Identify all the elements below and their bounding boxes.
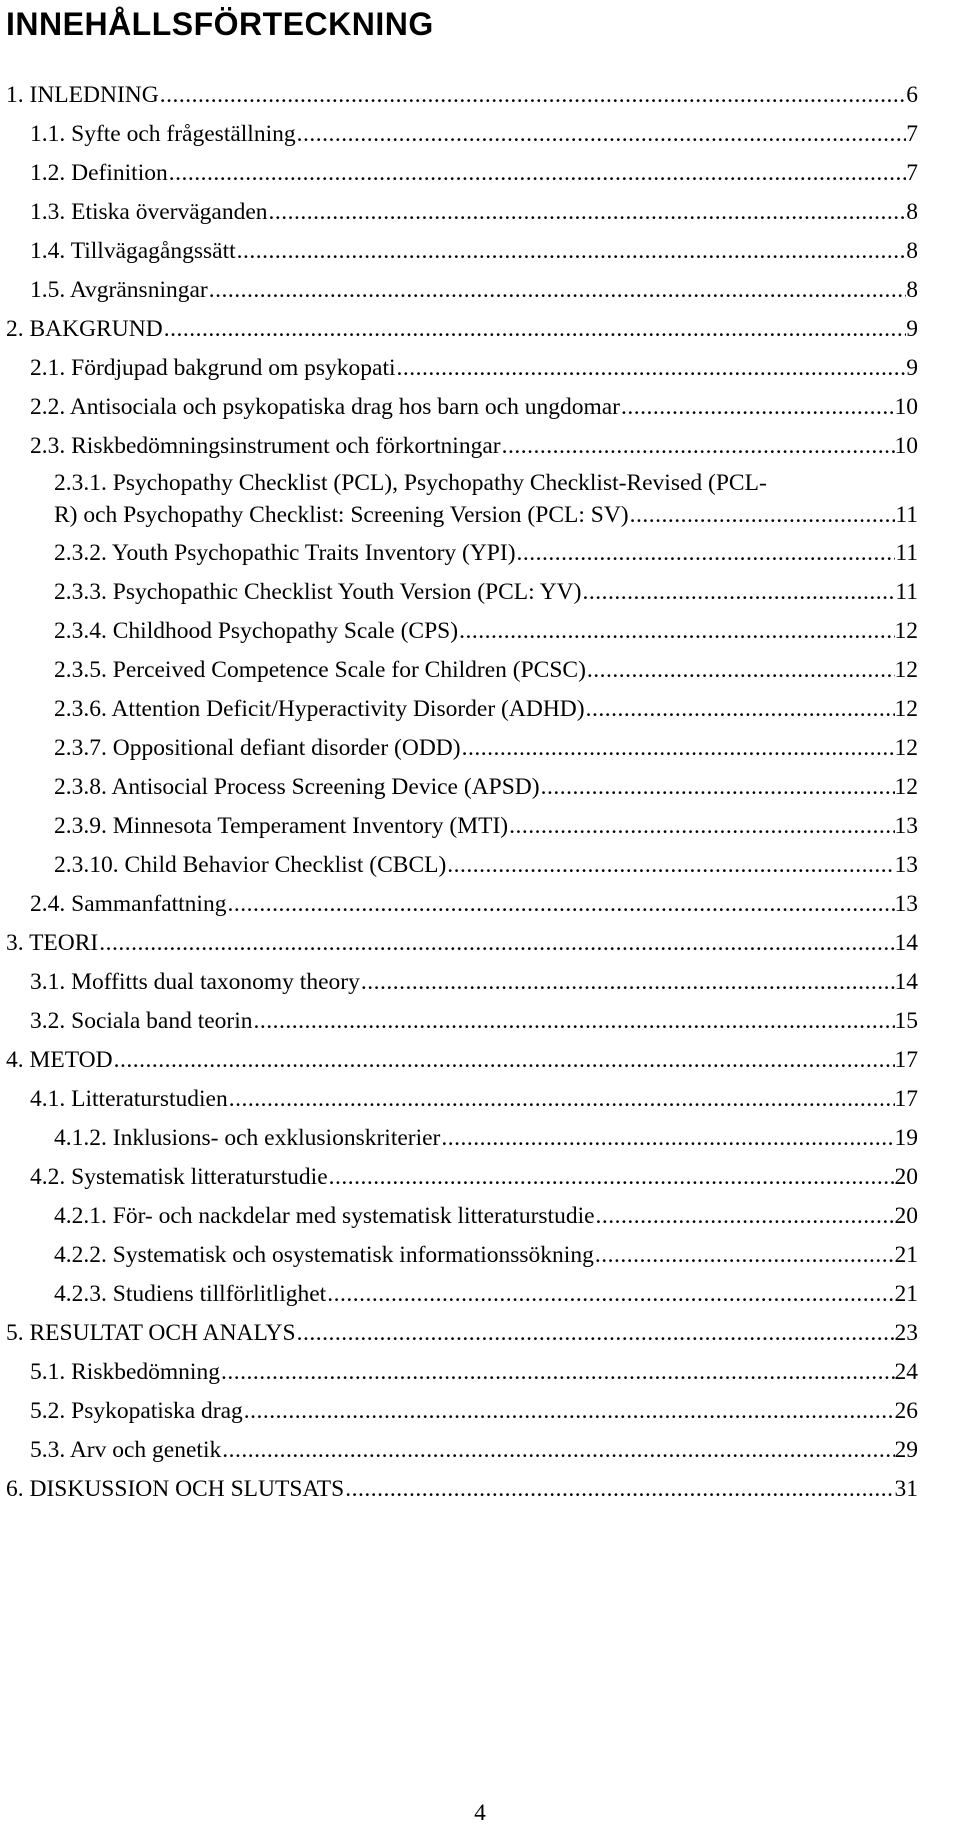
- dot-leader: [243, 1396, 895, 1426]
- toc-entry-page: 21: [894, 1281, 918, 1307]
- toc-entry-page: 12: [894, 774, 918, 800]
- toc-entry-label: 2.3.2. Youth Psychopathic Traits Inventory (YPI): [54, 540, 516, 566]
- toc-entry-label: 2.1. Fördjupad bakgrund om psykopati: [30, 355, 396, 381]
- toc-entry-page: 12: [894, 618, 918, 644]
- toc-entry-page: 14: [894, 930, 918, 956]
- toc-entry-label: R) och Psychopathy Checklist: Screening Version (PCL: SV): [54, 502, 629, 528]
- toc-entry-label: 1. INLEDNING: [6, 82, 159, 108]
- toc-entry-label: 2.3.8. Antisocial Process Screening Device (APSD): [54, 774, 540, 800]
- dot-leader: [220, 1357, 895, 1387]
- toc-entry-label: 3. TEORI: [6, 930, 99, 956]
- toc-entry-page: 24: [894, 1359, 918, 1385]
- dot-leader: [581, 577, 895, 607]
- dot-leader: [620, 392, 895, 422]
- toc-entry-label: 2.3. Riskbedömningsinstrument och förkortningar: [30, 433, 501, 459]
- toc-entry-label: 2. BAKGRUND: [6, 316, 163, 342]
- toc-entry-page: 10: [894, 394, 918, 420]
- toc-entry-page: 11: [895, 540, 918, 566]
- toc-entry-page: 15: [894, 1008, 918, 1034]
- toc-entry-page: 23: [894, 1320, 918, 1346]
- toc-entry-label: 1.2. Definition: [30, 160, 168, 186]
- toc-entry-label: 6. DISKUSSION OCH SLUTSATS: [6, 1476, 345, 1502]
- dot-leader: [98, 928, 894, 958]
- toc-entry-label: 2.3.5. Perceived Competence Scale for Children (PCSC): [54, 657, 586, 683]
- toc-entry-label: 4.2.2. Systematisk och osystematisk informationssökning: [54, 1242, 594, 1268]
- toc-entry-page: 7: [906, 121, 918, 147]
- toc-entry-label: 1.5. Avgränsningar: [30, 277, 208, 303]
- toc-entry-label: 5.1. Riskbedömning: [30, 1359, 220, 1385]
- toc-entry-label: 4.1. Litteraturstudien: [30, 1086, 228, 1112]
- dot-leader: [236, 236, 907, 266]
- toc-entry-label: 5.2. Psykopatiska drag: [30, 1398, 243, 1424]
- dot-leader: [328, 1162, 895, 1192]
- dot-leader: [226, 889, 894, 919]
- toc-entry-label: 2.2. Antisociala och psykopatiska drag hos barn och ungdomar: [30, 394, 620, 420]
- toc-entry-page: 12: [894, 696, 918, 722]
- dot-leader: [458, 616, 894, 646]
- toc-entry-page: 9: [906, 316, 918, 342]
- toc-entry-page: 13: [894, 852, 918, 878]
- dot-leader: [159, 80, 907, 110]
- toc-entry-page: 26: [894, 1398, 918, 1424]
- toc-entry-label: 1.4. Tillvägagångssätt: [30, 238, 236, 264]
- dot-leader: [516, 538, 896, 568]
- dot-leader: [228, 1084, 895, 1114]
- dot-leader: [446, 850, 894, 880]
- dot-leader: [586, 655, 895, 685]
- dot-leader: [296, 119, 907, 149]
- dot-leader: [508, 811, 894, 841]
- toc-entry-label: 1.3. Etiska överväganden: [30, 199, 268, 225]
- toc-entry-page: 10: [894, 433, 918, 459]
- toc-entry-label: 4.2.3. Studiens tillförlitlighet: [54, 1281, 327, 1307]
- dot-leader: [440, 1123, 894, 1153]
- toc-entry-page: 20: [894, 1203, 918, 1229]
- toc-entry-page: 19: [894, 1125, 918, 1151]
- toc-entry-label: 2.3.7. Oppositional defiant disorder (ODD): [54, 735, 461, 761]
- toc-entry-label: 2.3.3. Psychopathic Checklist Youth Version (PCL: YV): [54, 579, 582, 605]
- toc-entry-label: 2.3.6. Attention Deficit/Hyperactivity Disorder (ADHD): [54, 696, 585, 722]
- toc-entry-label: 4. METOD: [6, 1047, 113, 1073]
- dot-leader: [221, 1435, 894, 1465]
- toc-entry-page: 13: [894, 813, 918, 839]
- toc-entry-page: 11: [895, 502, 918, 528]
- toc-entry-page: 12: [894, 735, 918, 761]
- toc-entry-page: 14: [894, 969, 918, 995]
- dot-leader: [253, 1006, 895, 1036]
- dot-leader: [585, 694, 895, 724]
- toc-entry-page: 20: [894, 1164, 918, 1190]
- dot-leader: [461, 733, 895, 763]
- toc-entry-label: 5. RESULTAT OCH ANALYS: [6, 1320, 296, 1346]
- toc-entry-page: 6: [906, 82, 918, 108]
- dot-leader: [113, 1045, 895, 1075]
- toc-entry-page: 13: [894, 891, 918, 917]
- dot-leader: [595, 1201, 895, 1231]
- toc-entry-page: 21: [894, 1242, 918, 1268]
- toc-entry-label: 3.1. Moffitts dual taxonomy theory: [30, 969, 360, 995]
- toc-entry-label: 2.3.10. Child Behavior Checklist (CBCL): [54, 852, 447, 878]
- toc-entry-label: 4.1.2. Inklusions- och exklusionskriterier: [54, 1125, 441, 1151]
- dot-leader: [396, 353, 907, 383]
- dot-leader: [501, 431, 895, 461]
- dot-leader: [360, 967, 895, 997]
- toc-entry-label-line1: 2.3.1. Psychopathy Checklist (PCL), Psychopathy Checklist-Revised (PCL-: [54, 470, 767, 496]
- toc-entry-label: 2.4. Sammanfattning: [30, 891, 227, 917]
- toc-entry-page: 7: [906, 160, 918, 186]
- toc-entry-page: 8: [906, 277, 918, 303]
- toc-entry-page: 29: [894, 1437, 918, 1463]
- toc-entry-page: 12: [894, 657, 918, 683]
- dot-leader: [540, 772, 895, 802]
- toc-entry-label: 3.2. Sociala band teorin: [30, 1008, 253, 1034]
- toc-entry-page: 31: [894, 1476, 918, 1502]
- toc-entry-label: 4.2.1. För- och nackdelar med systematisk litteraturstudie: [54, 1203, 595, 1229]
- dot-leader: [344, 1474, 894, 1504]
- toc-entry-page: 8: [906, 199, 918, 225]
- toc-entry-page: 8: [906, 238, 918, 264]
- toc-entry-label: 2.3.4. Childhood Psychopathy Scale (CPS): [54, 618, 459, 644]
- toc-entry-label: 2.3.9. Minnesota Temperament Inventory (MTI): [54, 813, 509, 839]
- toc-entry-page: 17: [894, 1086, 918, 1112]
- dot-leader: [208, 275, 907, 305]
- dot-leader: [296, 1318, 895, 1348]
- page-title: INNEHÅLLSFÖRTECKNING: [6, 6, 434, 42]
- dot-leader: [163, 314, 907, 344]
- dot-leader: [326, 1279, 894, 1309]
- dot-leader: [168, 158, 907, 188]
- page-number: 4: [474, 1800, 486, 1826]
- toc-entry-page: 9: [906, 355, 918, 381]
- dot-leader: [268, 197, 907, 227]
- dot-leader: [629, 500, 896, 530]
- toc-entry-label: 1.1. Syfte och frågeställning: [30, 121, 296, 147]
- toc-entry-page: 11: [895, 579, 918, 605]
- toc-entry-label: 5.3. Arv och genetik: [30, 1437, 222, 1463]
- toc-entry-page: 17: [894, 1047, 918, 1073]
- toc-entry-label: 4.2. Systematisk litteraturstudie: [30, 1164, 328, 1190]
- dot-leader: [594, 1240, 895, 1270]
